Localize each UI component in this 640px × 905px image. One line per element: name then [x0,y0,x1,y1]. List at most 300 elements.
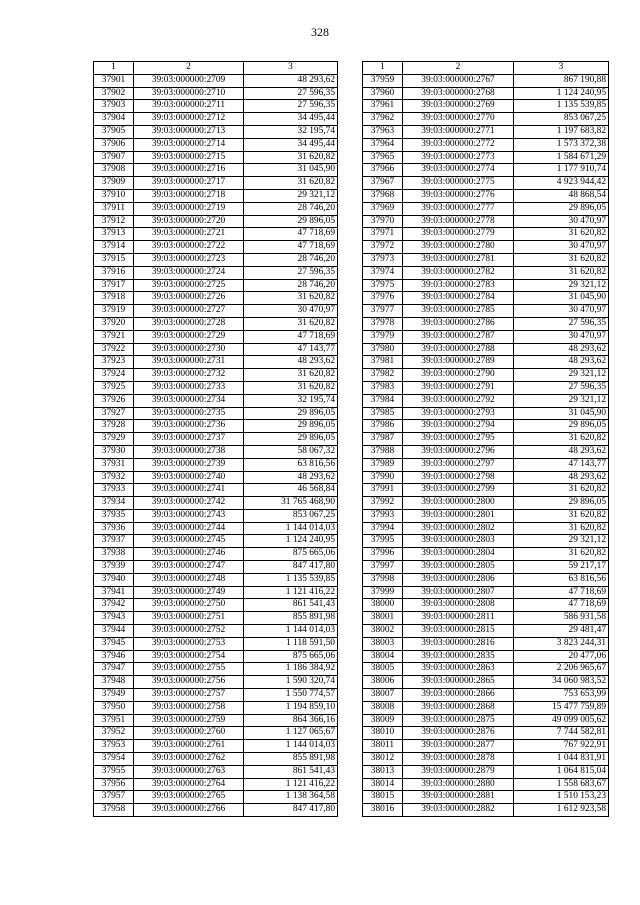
row-number-cell: 37909 [94,177,134,190]
value-cell: 1 127 065,67 [244,727,338,740]
row-number-cell: 37992 [363,497,403,510]
table-row [94,356,338,369]
cadastral-number-cell: 39:03:000000:2746 [134,548,244,561]
column-header: 1 [363,62,403,75]
row-number-cell: 37916 [94,266,134,279]
table-row [363,189,609,202]
row-number-cell: 37965 [363,151,403,164]
row-number-cell: 37973 [363,253,403,266]
table-row [94,343,338,356]
table-row [94,804,338,817]
row-number-cell: 38016 [363,804,403,817]
row-number-cell: 37918 [94,292,134,305]
row-number-cell: 37993 [363,509,403,522]
value-cell: 47 143,77 [244,343,338,356]
value-cell: 28 746,20 [244,253,338,266]
cadastral-number-cell: 39:03:000000:2734 [134,394,244,407]
value-cell: 49 099 005,62 [514,714,609,727]
value-cell: 31 045,90 [244,164,338,177]
row-number-cell: 38000 [363,599,403,612]
value-cell: 32 195,74 [244,125,338,138]
cadastral-number-cell: 39:03:000000:2816 [403,637,514,650]
table-row [363,356,609,369]
cadastral-number-cell: 39:03:000000:2805 [403,561,514,574]
value-cell: 47 718,69 [244,330,338,343]
value-cell: 27 596,35 [244,100,338,113]
row-number-cell: 37942 [94,599,134,612]
row-number-cell: 37949 [94,689,134,702]
cadastral-number-cell: 39:03:000000:2735 [134,407,244,420]
row-number-cell: 37997 [363,561,403,574]
value-cell: 7 744 582,81 [514,727,609,740]
table-row [363,791,609,804]
table-row [363,650,609,663]
value-cell: 1 177 910,74 [514,164,609,177]
value-cell: 29 896,05 [244,215,338,228]
value-cell: 1 124 240,95 [244,535,338,548]
cadastral-number-cell: 39:03:000000:2762 [134,753,244,766]
table-row [94,151,338,164]
table-row [94,241,338,254]
cadastral-number-cell: 39:03:000000:2808 [403,599,514,612]
value-cell: 864 366,16 [244,714,338,727]
value-cell: 847 417,80 [244,561,338,574]
value-cell: 29 896,05 [514,202,609,215]
row-number-cell: 37926 [94,394,134,407]
value-cell: 31 620,82 [514,228,609,241]
column-header: 1 [94,62,134,75]
table-row [363,177,609,190]
cadastral-number-cell: 39:03:000000:2769 [403,100,514,113]
table-row [363,87,609,100]
table-row [94,740,338,753]
cadastral-number-cell: 39:03:000000:2766 [134,804,244,817]
table-row [94,74,338,87]
table-row [363,317,609,330]
cadastral-number-cell: 39:03:000000:2759 [134,714,244,727]
cadastral-number-cell: 39:03:000000:2756 [134,676,244,689]
row-number-cell: 37906 [94,138,134,151]
table-row [363,573,609,586]
table-row [94,202,338,215]
table-row [363,663,609,676]
row-number-cell: 38003 [363,637,403,650]
value-cell: 1 044 831,91 [514,753,609,766]
value-cell: 31 620,82 [244,177,338,190]
value-cell: 31 045,90 [514,292,609,305]
row-number-cell: 37966 [363,164,403,177]
row-number-cell: 37957 [94,791,134,804]
cadastral-number-cell: 39:03:000000:2738 [134,445,244,458]
cadastral-number-cell: 39:03:000000:2730 [134,343,244,356]
cadastral-number-cell: 39:03:000000:2768 [403,87,514,100]
row-number-cell: 37941 [94,586,134,599]
row-number-cell: 37972 [363,241,403,254]
cadastral-number-cell: 39:03:000000:2761 [134,740,244,753]
table-row [94,548,338,561]
table-row [94,189,338,202]
value-cell: 28 746,20 [244,279,338,292]
cadastral-number-cell: 39:03:000000:2729 [134,330,244,343]
cadastral-number-cell: 39:03:000000:2726 [134,292,244,305]
cadastral-number-cell: 39:03:000000:2714 [134,138,244,151]
cadastral-number-cell: 39:03:000000:2798 [403,471,514,484]
cadastral-number-cell: 39:03:000000:2803 [403,535,514,548]
cadastral-number-cell: 39:03:000000:2787 [403,330,514,343]
value-cell: 767 922,91 [514,740,609,753]
cadastral-number-cell: 39:03:000000:2736 [134,420,244,433]
row-number-cell: 37937 [94,535,134,548]
row-number-cell: 37914 [94,241,134,254]
value-cell: 30 470,97 [514,330,609,343]
row-number-cell: 37947 [94,663,134,676]
value-cell: 1 121 416,22 [244,586,338,599]
table-row [94,100,338,113]
cadastral-number-cell: 39:03:000000:2760 [134,727,244,740]
table-row [94,215,338,228]
value-cell: 30 470,97 [514,241,609,254]
cadastral-number-cell: 39:03:000000:2749 [134,586,244,599]
value-cell: 48 293,62 [514,356,609,369]
value-cell: 855 891,98 [244,612,338,625]
cadastral-number-cell: 39:03:000000:2733 [134,381,244,394]
cadastral-number-cell: 39:03:000000:2866 [403,689,514,702]
cadastral-number-cell: 39:03:000000:2711 [134,100,244,113]
cadastral-number-cell: 39:03:000000:2713 [134,125,244,138]
row-number-cell: 37919 [94,305,134,318]
table-row [94,458,338,471]
value-cell: 47 143,77 [514,458,609,471]
table-row [363,612,609,625]
table-row [363,266,609,279]
table-row [94,727,338,740]
table-row [363,676,609,689]
cadastral-number-cell: 39:03:000000:2875 [403,714,514,727]
cadastral-number-cell: 39:03:000000:2712 [134,113,244,126]
value-cell: 32 195,74 [244,394,338,407]
table-row [363,753,609,766]
row-number-cell: 37991 [363,484,403,497]
cadastral-number-cell: 39:03:000000:2728 [134,317,244,330]
table-row [363,804,609,817]
row-number-cell: 37908 [94,164,134,177]
table-row [94,138,338,151]
table-row [94,625,338,638]
table-row [94,676,338,689]
cadastral-number-cell: 39:03:000000:2790 [403,369,514,382]
row-number-cell: 37905 [94,125,134,138]
value-cell: 59 217,17 [514,561,609,574]
value-cell: 29 481,47 [514,625,609,638]
row-number-cell: 37985 [363,407,403,420]
row-number-cell: 37988 [363,445,403,458]
row-number-cell: 38007 [363,689,403,702]
header-row [363,62,609,75]
row-number-cell: 37994 [363,522,403,535]
row-number-cell: 37932 [94,471,134,484]
cadastral-number-cell: 39:03:000000:2815 [403,625,514,638]
row-number-cell: 37922 [94,343,134,356]
value-cell: 1 121 416,22 [244,778,338,791]
table-row [363,343,609,356]
row-number-cell: 37938 [94,548,134,561]
value-cell: 1 550 774,57 [244,689,338,702]
table-row [94,509,338,522]
row-number-cell: 37979 [363,330,403,343]
page-number: 328 [311,25,329,39]
cadastral-number-cell: 39:03:000000:2731 [134,356,244,369]
row-number-cell: 37940 [94,573,134,586]
cadastral-number-cell: 39:03:000000:2865 [403,676,514,689]
value-cell: 31 620,82 [514,266,609,279]
table-row [94,522,338,535]
cadastral-number-cell: 39:03:000000:2740 [134,471,244,484]
cadastral-number-cell: 39:03:000000:2724 [134,266,244,279]
row-number-cell: 37955 [94,765,134,778]
cadastral-number-cell: 39:03:000000:2781 [403,253,514,266]
value-cell: 34 495,44 [244,113,338,126]
value-cell: 1 124 240,95 [514,87,609,100]
table-row [363,215,609,228]
table-row [94,330,338,343]
table-row [94,305,338,318]
value-cell: 3 823 244,31 [514,637,609,650]
cadastral-number-cell: 39:03:000000:2777 [403,202,514,215]
cadastral-number-cell: 39:03:000000:2793 [403,407,514,420]
cadastral-number-cell: 39:03:000000:2748 [134,573,244,586]
row-number-cell: 37980 [363,343,403,356]
row-number-cell: 37983 [363,381,403,394]
table-row [363,433,609,446]
table-row [94,228,338,241]
value-cell: 847 417,80 [244,804,338,817]
cadastral-number-cell: 39:03:000000:2881 [403,791,514,804]
row-number-cell: 37982 [363,369,403,382]
row-number-cell: 38010 [363,727,403,740]
value-cell: 31 620,82 [514,509,609,522]
table-row [94,445,338,458]
cadastral-number-cell: 39:03:000000:2794 [403,420,514,433]
row-number-cell: 37931 [94,458,134,471]
row-number-cell: 37929 [94,433,134,446]
row-number-cell: 37917 [94,279,134,292]
table-row [94,317,338,330]
table-row [363,701,609,714]
cadastral-number-cell: 39:03:000000:2868 [403,701,514,714]
cadastral-number-cell: 39:03:000000:2774 [403,164,514,177]
row-number-cell: 37944 [94,625,134,638]
row-number-cell: 37969 [363,202,403,215]
value-cell: 47 718,69 [514,599,609,612]
left-data-table [93,61,338,817]
table-row [94,637,338,650]
row-number-cell: 38013 [363,765,403,778]
row-number-cell: 37995 [363,535,403,548]
value-cell: 1 144 014,03 [244,522,338,535]
row-number-cell: 37930 [94,445,134,458]
cadastral-number-cell: 39:03:000000:2770 [403,113,514,126]
table-row [94,701,338,714]
cadastral-number-cell: 39:03:000000:2737 [134,433,244,446]
value-cell: 15 477 759,89 [514,701,609,714]
row-number-cell: 37984 [363,394,403,407]
table-row [363,125,609,138]
row-number-cell: 37964 [363,138,403,151]
value-cell: 31 620,82 [514,522,609,535]
table-row [94,433,338,446]
cadastral-number-cell: 39:03:000000:2785 [403,305,514,318]
value-cell: 63 816,56 [244,458,338,471]
value-cell: 48 293,62 [514,445,609,458]
table-row [363,305,609,318]
value-cell: 1 197 683,82 [514,125,609,138]
table-row [94,573,338,586]
value-cell: 63 816,56 [514,573,609,586]
cadastral-number-cell: 39:03:000000:2757 [134,689,244,702]
row-number-cell: 37954 [94,753,134,766]
table-row [94,612,338,625]
cadastral-number-cell: 39:03:000000:2716 [134,164,244,177]
table-row [363,228,609,241]
value-cell: 48 868,54 [514,189,609,202]
cadastral-number-cell: 39:03:000000:2727 [134,305,244,318]
cadastral-number-cell: 39:03:000000:2723 [134,253,244,266]
value-cell: 31 620,82 [244,369,338,382]
header-row [94,62,338,75]
row-number-cell: 37910 [94,189,134,202]
table-row [363,471,609,484]
value-cell: 28 746,20 [244,202,338,215]
cadastral-number-cell: 39:03:000000:2758 [134,701,244,714]
value-cell: 48 293,62 [244,471,338,484]
table-row [363,497,609,510]
cadastral-number-cell: 39:03:000000:2863 [403,663,514,676]
table-row [94,778,338,791]
cadastral-number-cell: 39:03:000000:2741 [134,484,244,497]
cadastral-number-cell: 39:03:000000:2732 [134,369,244,382]
row-number-cell: 37943 [94,612,134,625]
value-cell: 1 144 014,03 [244,625,338,638]
row-number-cell: 37967 [363,177,403,190]
value-cell: 1 135 539,85 [514,100,609,113]
value-cell: 29 896,05 [514,420,609,433]
row-number-cell: 37970 [363,215,403,228]
row-number-cell: 37923 [94,356,134,369]
row-number-cell: 37958 [94,804,134,817]
cadastral-number-cell: 39:03:000000:2784 [403,292,514,305]
row-number-cell: 37903 [94,100,134,113]
value-cell: 31 045,90 [514,407,609,420]
value-cell: 34 060 983,52 [514,676,609,689]
value-cell: 48 293,62 [514,343,609,356]
table-row [94,125,338,138]
value-cell: 29 896,05 [244,407,338,420]
value-cell: 58 067,32 [244,445,338,458]
value-cell: 875 665,06 [244,548,338,561]
value-cell: 27 596,35 [514,317,609,330]
table-row [363,599,609,612]
cadastral-number-cell: 39:03:000000:2780 [403,241,514,254]
row-number-cell: 37977 [363,305,403,318]
table-row [363,714,609,727]
row-number-cell: 37915 [94,253,134,266]
value-cell: 875 665,06 [244,650,338,663]
cadastral-number-cell: 39:03:000000:2763 [134,765,244,778]
table-row [94,279,338,292]
cadastral-number-cell: 39:03:000000:2722 [134,241,244,254]
value-cell: 31 620,82 [514,253,609,266]
table-row [94,650,338,663]
cadastral-number-cell: 39:03:000000:2721 [134,228,244,241]
table-row [94,484,338,497]
table-row [363,369,609,382]
row-number-cell: 38011 [363,740,403,753]
table-row [363,625,609,638]
cadastral-number-cell: 39:03:000000:2807 [403,586,514,599]
row-number-cell: 37961 [363,100,403,113]
row-number-cell: 37998 [363,573,403,586]
value-cell: 29 321,12 [514,394,609,407]
row-number-cell: 38004 [363,650,403,663]
row-number-cell: 38015 [363,791,403,804]
row-number-cell: 37986 [363,420,403,433]
table-row [363,445,609,458]
row-number-cell: 37959 [363,74,403,87]
table-row [363,330,609,343]
table-row [363,778,609,791]
value-cell: 29 896,05 [244,420,338,433]
value-cell: 867 190,88 [514,74,609,87]
value-cell: 29 321,12 [514,369,609,382]
cadastral-number-cell: 39:03:000000:2745 [134,535,244,548]
row-number-cell: 37934 [94,497,134,510]
value-cell: 47 718,69 [244,228,338,241]
value-cell: 1 194 859,10 [244,701,338,714]
value-cell: 1 573 372,38 [514,138,609,151]
row-number-cell: 38005 [363,663,403,676]
cadastral-number-cell: 39:03:000000:2801 [403,509,514,522]
row-number-cell: 37948 [94,676,134,689]
table-row [363,535,609,548]
value-cell: 1 510 153,23 [514,791,609,804]
row-number-cell: 37935 [94,509,134,522]
cadastral-number-cell: 39:03:000000:2804 [403,548,514,561]
table-row [363,689,609,702]
value-cell: 29 896,05 [514,497,609,510]
table-row [363,74,609,87]
value-cell: 20 477,06 [514,650,609,663]
row-number-cell: 37950 [94,701,134,714]
row-number-cell: 37913 [94,228,134,241]
value-cell: 855 891,98 [244,753,338,766]
table-row [94,164,338,177]
row-number-cell: 37968 [363,189,403,202]
value-cell: 1 558 683,67 [514,778,609,791]
value-cell: 46 568,84 [244,484,338,497]
cadastral-number-cell: 39:03:000000:2715 [134,151,244,164]
table-row [363,727,609,740]
cadastral-number-cell: 39:03:000000:2717 [134,177,244,190]
table-row [363,202,609,215]
cadastral-number-cell: 39:03:000000:2811 [403,612,514,625]
table-row [363,458,609,471]
row-number-cell: 37928 [94,420,134,433]
value-cell: 27 596,35 [244,87,338,100]
table-row [94,497,338,510]
cadastral-number-cell: 39:03:000000:2765 [134,791,244,804]
cadastral-number-cell: 39:03:000000:2767 [403,74,514,87]
cadastral-number-cell: 39:03:000000:2879 [403,765,514,778]
